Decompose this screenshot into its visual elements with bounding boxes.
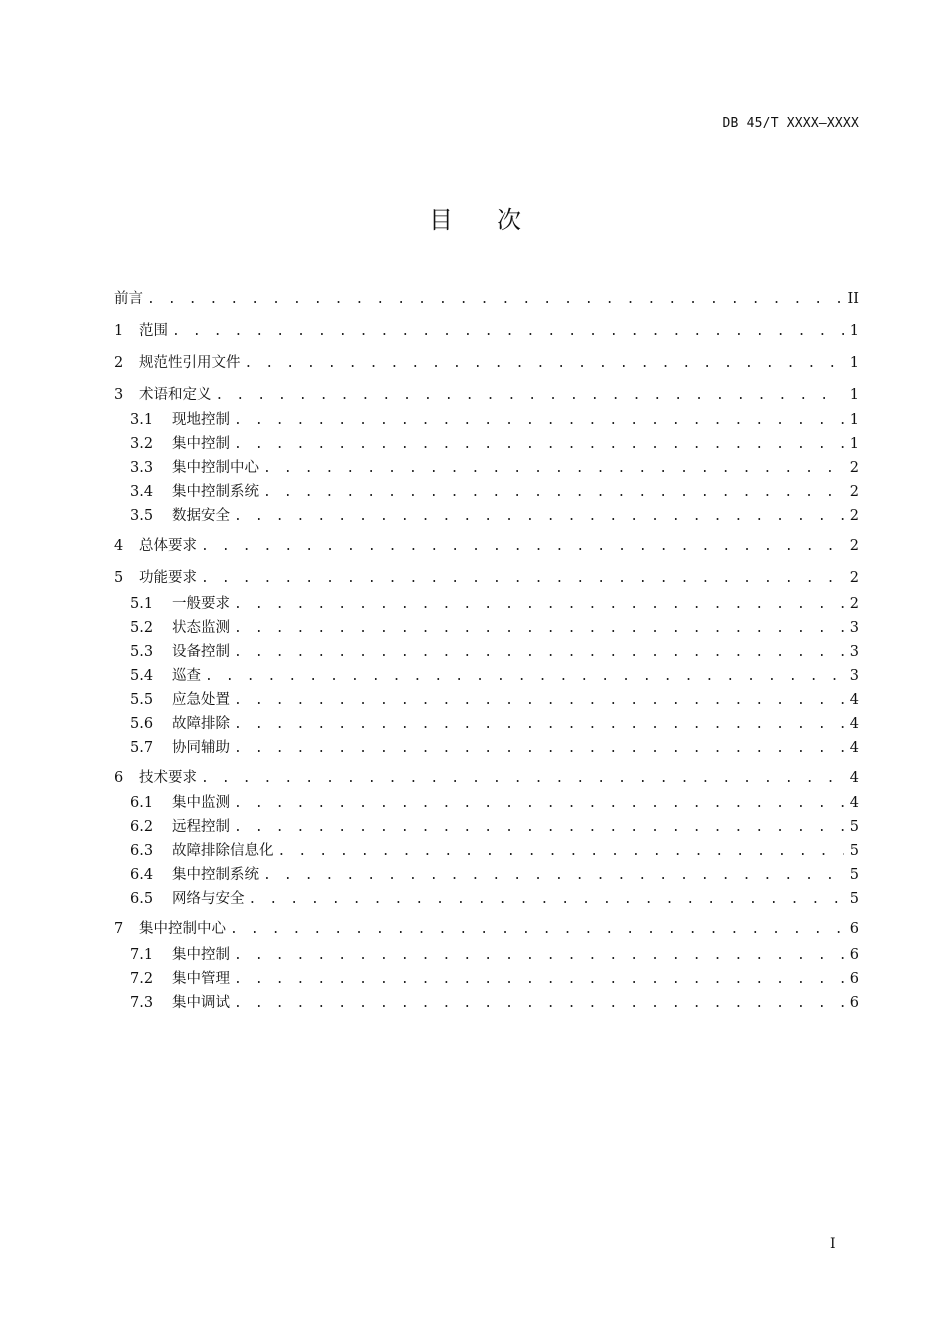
toc-entry-label: 协同辅助	[172, 740, 230, 756]
toc-entry-label: 集中控制系统	[172, 867, 259, 883]
toc-dot-leader	[230, 920, 844, 940]
toc-dot-leader	[234, 994, 844, 1014]
toc-dot-leader	[249, 890, 844, 910]
toc-entry-number: 6.5	[130, 891, 154, 907]
toc-entry-label: 规范性引用文件	[139, 355, 241, 371]
toc-entry-number: 7	[114, 921, 124, 937]
toc-entry[interactable]	[114, 919, 859, 939]
toc-entry[interactable]	[130, 738, 859, 758]
toc-entry-number: 5	[114, 570, 124, 586]
toc-dot-leader	[147, 290, 842, 310]
toc-entry[interactable]	[130, 793, 859, 813]
toc-dot-leader	[245, 354, 844, 374]
toc-entry-label: 数据安全	[172, 508, 230, 524]
toc-entry[interactable]	[114, 536, 859, 556]
toc-entry-label: 网络与安全	[172, 891, 245, 907]
toc-entry-number: 5.4	[130, 668, 154, 684]
toc-entry-page: 3	[849, 668, 859, 684]
toc-entry[interactable]	[130, 969, 859, 989]
toc-entry-label: 巡查	[172, 668, 201, 684]
toc-entry-page: 1	[849, 387, 859, 403]
toc-entry-label: 集中管理	[172, 971, 230, 987]
toc-entry-page: 5	[849, 843, 859, 859]
toc-entry[interactable]	[114, 289, 859, 309]
toc-entry[interactable]	[130, 865, 859, 885]
toc-entry-label: 集中控制系统	[172, 484, 259, 500]
toc-entry-number: 1	[114, 323, 124, 339]
toc-entry-page: 5	[849, 819, 859, 835]
toc-entry-page: 1	[849, 323, 859, 339]
toc-entry-number: 3.3	[130, 460, 154, 476]
toc-entry[interactable]	[130, 666, 859, 686]
toc-entry-number: 6.2	[130, 819, 154, 835]
toc-entry-label: 远程控制	[172, 819, 230, 835]
toc-entry-number: 5.7	[130, 740, 154, 756]
toc-dot-leader	[234, 970, 844, 990]
toc-entry[interactable]	[130, 817, 859, 837]
toc-entry-page: 2	[849, 596, 859, 612]
toc-entry-page: 6	[849, 921, 859, 937]
toc-dot-leader	[234, 739, 844, 759]
toc-entry-label: 状态监测	[172, 620, 230, 636]
toc-entry-number: 5.1	[130, 596, 154, 612]
toc-dot-leader	[234, 794, 844, 814]
toc-entry[interactable]	[130, 642, 859, 662]
toc-dot-leader	[205, 667, 844, 687]
toc-dot-leader	[234, 691, 844, 711]
toc-entry[interactable]	[130, 690, 859, 710]
toc-dot-leader	[234, 715, 844, 735]
toc-entry-page: 4	[849, 716, 859, 732]
toc-entry-page: 2	[849, 570, 859, 586]
toc-entry-number: 5.6	[130, 716, 154, 732]
toc-entry-label: 现地控制	[172, 412, 230, 428]
toc-entry-number: 3	[114, 387, 124, 403]
toc-dot-leader	[263, 459, 844, 479]
toc-entry-number: 3.5	[130, 508, 154, 524]
toc-entry[interactable]	[130, 841, 859, 861]
standard-code: DB 45/T XXXX—XXXX	[722, 116, 859, 131]
toc-entry-label: 术语和定义	[139, 387, 212, 403]
toc-entry-label: 集中控制	[172, 436, 230, 452]
toc-title-char-1: 目	[429, 206, 453, 234]
toc-entry[interactable]	[130, 945, 859, 965]
toc-entry-label: 一般要求	[172, 596, 230, 612]
toc-entry-label: 集中监测	[172, 795, 230, 811]
toc-entry[interactable]	[114, 768, 859, 788]
toc-entry[interactable]	[130, 434, 859, 454]
toc-entry[interactable]	[130, 993, 859, 1013]
toc-entry-page: 1	[849, 412, 859, 428]
toc-entry[interactable]	[114, 568, 859, 588]
toc-entry-number: 6.3	[130, 843, 154, 859]
toc-entry[interactable]	[114, 353, 859, 373]
toc-entry[interactable]	[130, 889, 859, 909]
toc-entry-number: 7.2	[130, 971, 154, 987]
toc-entry-page: 2	[849, 484, 859, 500]
footer-page-number: I	[830, 1236, 836, 1252]
toc-dot-leader	[263, 483, 844, 503]
toc-dot-leader	[234, 435, 844, 455]
toc-entry[interactable]	[130, 714, 859, 734]
toc-entry-label: 集中调试	[172, 995, 230, 1011]
toc-entry-page: 4	[849, 740, 859, 756]
toc-entry-label: 集中控制中心	[139, 921, 226, 937]
toc-dot-leader	[278, 842, 844, 862]
toc-entry-label: 设备控制	[172, 644, 230, 660]
toc-entry[interactable]	[130, 594, 859, 614]
toc-entry-label: 范围	[139, 323, 168, 339]
toc-entry-label: 集中控制	[172, 947, 230, 963]
toc-dot-leader	[234, 619, 844, 639]
toc-entry-number: 4	[114, 538, 124, 554]
toc-dot-leader	[234, 643, 844, 663]
toc-entry-page: 1	[849, 436, 859, 452]
toc-entry-page: 3	[849, 620, 859, 636]
toc-entry-page: 1	[849, 355, 859, 371]
toc-dot-leader	[234, 818, 844, 838]
toc-dot-leader	[234, 946, 844, 966]
toc-entry-page: 3	[849, 644, 859, 660]
toc-entry-number: 5.5	[130, 692, 154, 708]
toc-entry-number: 6	[114, 770, 124, 786]
toc-entry-label: 故障排除信息化	[172, 843, 274, 859]
toc-entry-number: 6.4	[130, 867, 154, 883]
toc-dot-leader	[216, 386, 844, 406]
toc-dot-leader	[263, 866, 844, 886]
toc-entry-number: 5.3	[130, 644, 154, 660]
toc-entry-page: 5	[849, 891, 859, 907]
toc-dot-leader	[201, 537, 844, 557]
toc-entry-page: 6	[849, 995, 859, 1011]
toc-entry-label: 技术要求	[139, 770, 197, 786]
toc-entry-page: 2	[849, 460, 859, 476]
toc-entry[interactable]	[130, 482, 859, 502]
toc-dot-leader	[234, 507, 844, 527]
toc-title-char-2: 次	[497, 206, 521, 234]
toc-entry-label: 应急处置	[172, 692, 230, 708]
toc-entry-number: 7.1	[130, 947, 154, 963]
toc-entry-label: 总体要求	[139, 538, 197, 554]
toc-entry[interactable]	[114, 385, 859, 405]
toc-entry-label: 集中控制中心	[172, 460, 259, 476]
toc-entry[interactable]	[130, 458, 859, 478]
toc-dot-leader	[234, 595, 844, 615]
toc-entry-page: 4	[849, 692, 859, 708]
toc-entry-page: 2	[849, 538, 859, 554]
toc-entry-page: 2	[849, 508, 859, 524]
toc-entry[interactable]	[130, 618, 859, 638]
toc-entry-label: 故障排除	[172, 716, 230, 732]
toc-entry-page: 5	[849, 867, 859, 883]
toc-entry-page: 6	[849, 947, 859, 963]
toc-entry-page: 4	[849, 770, 859, 786]
toc-entry-number: 7.3	[130, 995, 154, 1011]
toc-entry-page: II	[847, 291, 859, 307]
toc-dot-leader	[201, 769, 844, 789]
toc-entry-label: 功能要求	[139, 570, 197, 586]
toc-dot-leader	[234, 411, 844, 431]
toc-dot-leader	[201, 569, 844, 589]
toc-entry-number: 3.1	[130, 412, 154, 428]
toc-entry[interactable]	[114, 321, 859, 341]
toc-dot-leader	[172, 322, 844, 342]
toc-entry-number: 2	[114, 355, 124, 371]
toc-entry[interactable]	[130, 410, 859, 430]
toc-entry-number: 6.1	[130, 795, 154, 811]
toc-entry-number: 3.2	[130, 436, 154, 452]
toc-entry-page: 4	[849, 795, 859, 811]
toc-entry-page: 6	[849, 971, 859, 987]
toc-entry-number: 5.2	[130, 620, 154, 636]
toc-entry-number: 3.4	[130, 484, 154, 500]
toc-entry[interactable]	[130, 506, 859, 526]
toc-entry-label: 前言	[114, 291, 143, 307]
